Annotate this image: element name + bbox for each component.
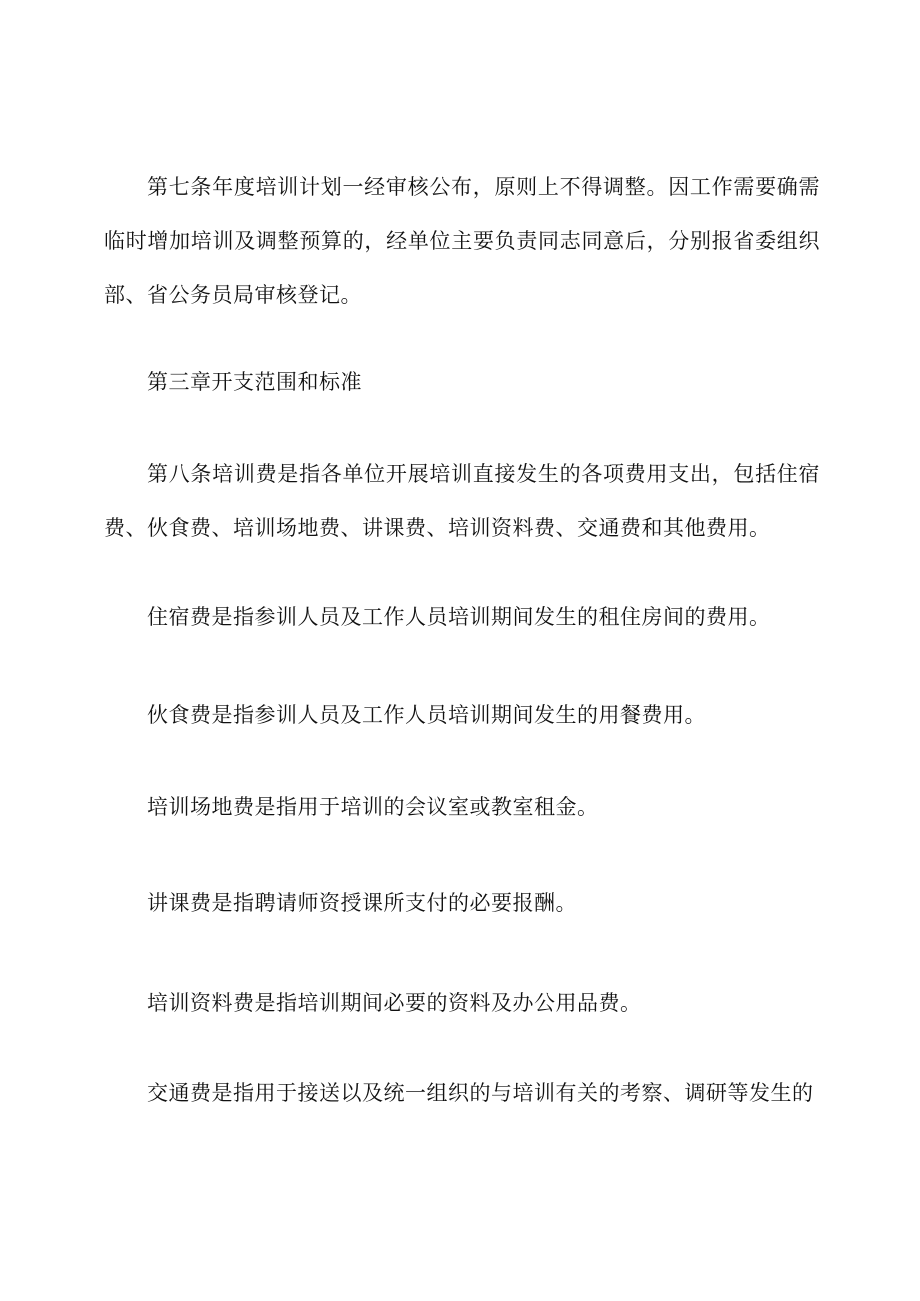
- materials-fee-paragraph: 培训资料费是指培训期间必要的资料及办公用品费。: [147, 991, 642, 1015]
- article-8-paragraph: 第八条培训费是指各单位开展培训直接发生的各项费用支出，包括住宿费、伙食费、培训场地费、讲课费、培训资料费、交通费和其他费用。: [104, 462, 820, 540]
- article-7-paragraph: 第七条年度培训计划一经审核公布，原则上不得调整。因工作需要确需临时增加培训及调整预算的，经单位主要负责同志同意后，分别报省委组织部、省公务员局审核登记。: [104, 175, 820, 307]
- meal-fee-paragraph: 伙食费是指参训人员及工作人员培训期间发生的用餐费用。: [147, 703, 706, 727]
- venue-fee-paragraph: 培训场地费是指用于培训的会议室或教室租金。: [147, 795, 599, 819]
- accommodation-fee-paragraph: 住宿费是指参训人员及工作人员培训期间发生的租住房间的费用。: [147, 605, 771, 629]
- lecture-fee-paragraph: 讲课费是指聘请师资授课所支付的必要报酬。: [147, 891, 577, 915]
- transport-fee-paragraph: 交通费是指用于接送以及统一组织的与培训有关的考察、调研等发生的: [147, 1081, 814, 1105]
- chapter-3-heading: 第三章开支范围和标准: [147, 370, 362, 394]
